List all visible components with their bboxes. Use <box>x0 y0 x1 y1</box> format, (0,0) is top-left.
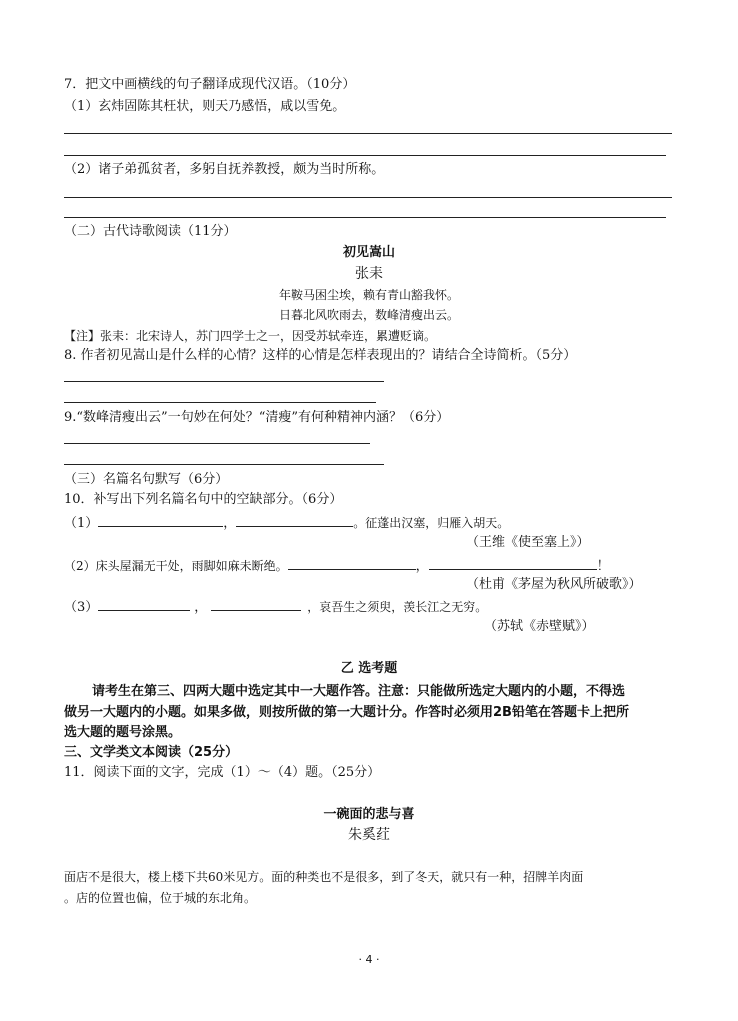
separator: ， <box>415 559 429 574</box>
answer-line <box>64 381 384 382</box>
q10-text: 10．补写出下列名篇名句中的空缺部分。（6分） <box>64 492 343 507</box>
poetry-section-heading: （二）古代诗歌阅读（11分） <box>64 224 237 239</box>
optional-instruction-2: 做另一大题内的小题。如果多做，则按所做的第一大题计分。作答时必须用2B铅笔在答题卡上把所 <box>64 705 629 720</box>
recite-item-1 <box>64 513 509 533</box>
fill-blank[interactable] <box>429 556 597 570</box>
story-paragraph-line-2: 。店的位置也偏，位于城的东北角。 <box>64 891 257 905</box>
fill-blank[interactable] <box>211 597 301 611</box>
answer-line <box>64 464 384 465</box>
recite-source-1: （王维《使至塞上》） <box>466 535 590 550</box>
poem-line-1: 年鞍马困尘埃，赖有青山豁我怀。 <box>278 288 459 302</box>
answer-line <box>64 197 672 198</box>
q11-text: 11．阅读下面的文字，完成（1）～（4）题。（25分） <box>64 765 381 780</box>
recite-section-heading: （三）名篇名句默写（6分） <box>64 472 229 487</box>
poem-title: 初见嵩山 <box>342 245 395 260</box>
verse-text: （2）床头屋漏无干处，雨脚如麻未断绝。 <box>64 559 288 573</box>
answer-line <box>64 443 370 444</box>
poem-note: 【注】张耒：北宋诗人，苏门四学士之一，因受苏轼牵连，累遭贬谪。 <box>64 329 437 343</box>
separator: ！ <box>596 559 610 574</box>
q7-sentence-2: （2）诸子弟孤贫者，多躬自抚养教授，颇为当时所称。 <box>64 162 385 177</box>
recite-source-3: （苏轼《赤壁赋》） <box>484 619 595 634</box>
recite-item-3 <box>64 597 487 617</box>
q7-sentence-1: （1）玄炜固陈其枉状，则天乃感悟，咸以雪免。 <box>64 99 346 114</box>
fill-blank[interactable] <box>288 556 416 570</box>
optional-instruction-3: 选大题的题号涂黑。 <box>64 725 182 740</box>
separator: ， <box>223 516 237 531</box>
story-title: 一碗面的悲与喜 <box>323 807 415 822</box>
fill-blank[interactable] <box>98 597 190 611</box>
answer-line <box>64 155 666 156</box>
answer-line <box>64 217 666 218</box>
fill-blank[interactable] <box>236 513 353 527</box>
page-number: · 4 · <box>358 953 380 966</box>
story-author: 朱奚荭 <box>348 827 390 843</box>
separator: ， <box>194 600 208 615</box>
q8-text: 8. 作者初见嵩山是什么样的心情？这样的心情是怎样表现出的？请结合全诗简析。（5分） <box>64 348 577 363</box>
optional-instruction-1: 请考生在第三、四两大题中选定其中一大题作答。注意：只能做所选定大题内的小题，不得选 <box>92 684 626 699</box>
answer-line <box>64 133 672 134</box>
poem-line-2: 日暮北风吹雨去，数峰清瘦出云。 <box>278 308 459 322</box>
item-number: （3） <box>64 600 99 615</box>
story-paragraph-line-1: 面店不是很大，楼上楼下共60米见方。面的种类也不是很多，到了冬天，就只有一种，招牌羊肉面 <box>64 870 584 884</box>
answer-line <box>64 402 376 403</box>
optional-heading: 乙 选考题 <box>340 661 398 676</box>
recite-item-2 <box>64 556 610 576</box>
section-3-heading: 三、文学类文本阅读（25分） <box>64 745 239 760</box>
poem-author: 张耒 <box>355 266 383 282</box>
recite-source-2: （杜甫《茅屋为秋风所破歌》） <box>466 577 642 592</box>
verse-text: 。征蓬出汉塞，归雁入胡天。 <box>353 516 510 530</box>
item-number: （1） <box>64 516 99 531</box>
fill-blank[interactable] <box>98 513 223 527</box>
verse-text: ，哀吾生之须臾，羡长江之无穷。 <box>307 600 488 614</box>
q9-text: 9.“数峰清瘦出云”一句妙在何处？“清瘦”有何种精神内涵？（6分） <box>64 410 450 425</box>
q7-title: 7．把文中画横线的句子翻译成现代汉语。（10分） <box>64 77 356 92</box>
